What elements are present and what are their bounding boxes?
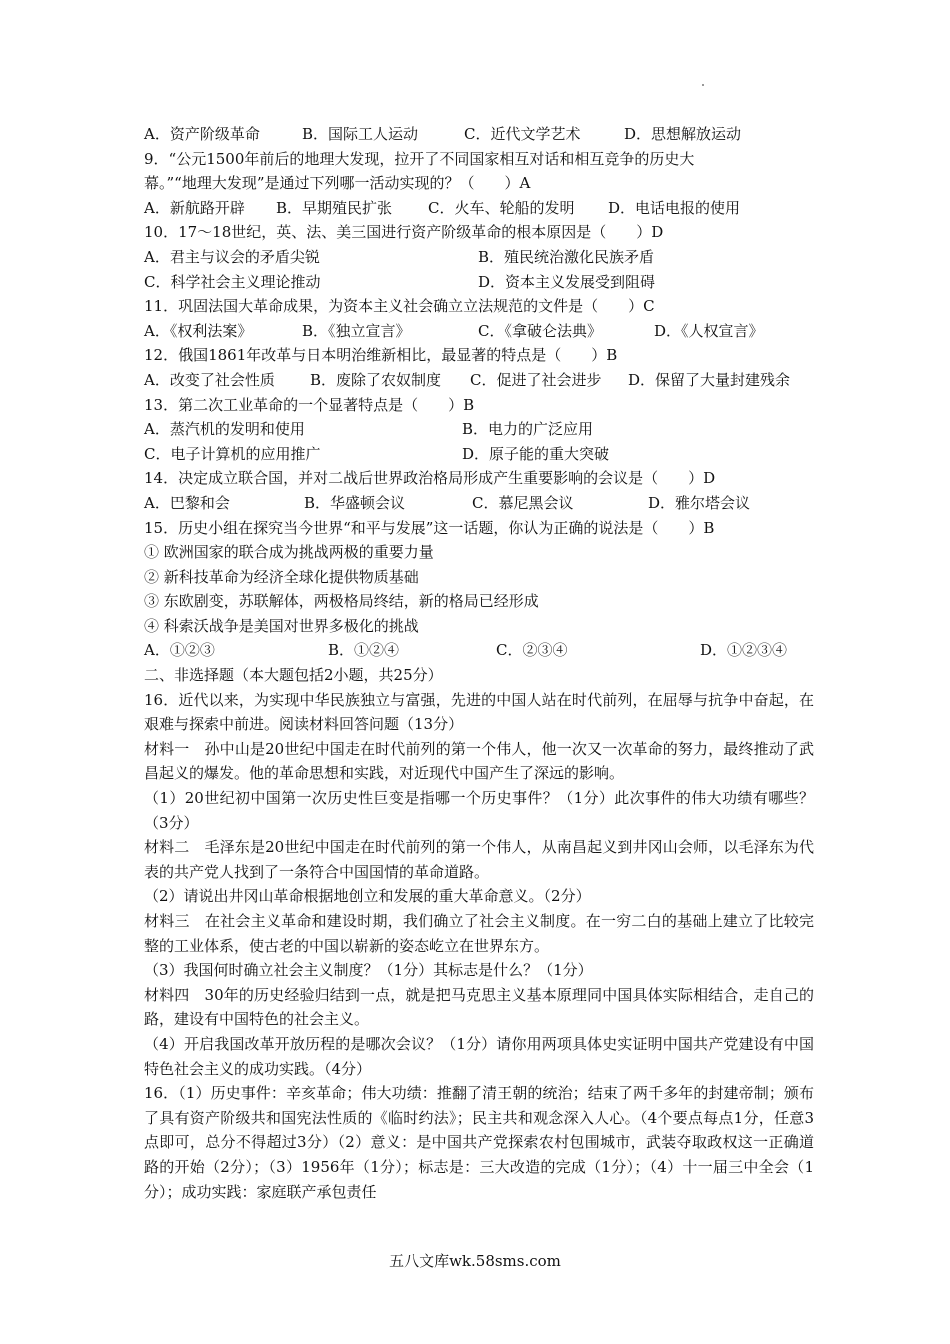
q15-item-1: ① 欧洲国家的联合成为挑战两极的重要力量 xyxy=(144,543,434,562)
q12-option-d: D．保留了大量封建残余 xyxy=(628,370,791,389)
q15-item-3: ③ 东欧剧变，苏联解体，两极格局终结，新的格局已经形成 xyxy=(144,592,539,611)
q13-option-a: A．蒸汽机的发明和使用 xyxy=(144,420,305,439)
q14-options xyxy=(144,491,814,516)
q11-option-c: C．《拿破仑法典》 xyxy=(478,321,602,340)
q9-option-d: D．电话电报的使用 xyxy=(608,198,741,217)
q13-stem: 13．第二次工业革命的一个显著特点是（ ）B xyxy=(144,395,475,414)
q14-option-a: A．巴黎和会 xyxy=(144,493,230,512)
q15-item-2: ② 新科技革命为经济全球化提供物质基础 xyxy=(144,567,419,586)
q15-option-c: C．②③④ xyxy=(496,641,568,660)
q9-options xyxy=(144,196,814,221)
q12-option-b: B．废除了农奴制度 xyxy=(310,370,442,389)
q9-option-b: B．早期殖民扩张 xyxy=(276,198,393,217)
q10-options-row2 xyxy=(144,270,814,295)
q16-material-2: 材料二 毛泽东是20世纪中国走在时代前列的第一个伟人，从南昌起义到井冈山会师，以毛泽东为代表的共产党人找到了一条符合中国国情的革命道路。 xyxy=(144,838,814,881)
q11-option-a: A．《权利法案》 xyxy=(144,321,253,340)
q14-option-b: B．华盛顿会议 xyxy=(304,493,406,512)
q8-options xyxy=(144,122,814,147)
q16-question-1: （1）20世纪初中国第一次历史性巨变是指哪一个历史事件？（1分）此次事件的伟大功绩有哪些？（3分） xyxy=(144,789,814,832)
scan-speck xyxy=(702,84,704,86)
footer-watermark: 五八文库wk.58sms.com xyxy=(389,1252,561,1270)
q13-option-d: D．原子能的重大突破 xyxy=(462,444,610,463)
q8-option-a: A．资产阶级革命 xyxy=(144,125,260,143)
q13-options-row2 xyxy=(144,442,814,467)
q9-stem-line2: 幕。”“地理大发现”是通过下列哪一活动实现的？（ ）A xyxy=(144,174,531,193)
q16-material-3: 材料三 在社会主义革命和建设时期，我们确立了社会主义制度。在一穷二白的基础上建立了比较完整的工业体系，使古老的中国以崭新的姿态屹立在世界东方。 xyxy=(144,912,814,955)
q8-option-c: C．近代文学艺术 xyxy=(464,125,581,143)
q15-option-a: A．①②③ xyxy=(144,641,215,660)
document-page xyxy=(144,122,814,1204)
q16-question-2: （2）请说出井冈山革命根据地创立和发展的重大革命意义。（2分） xyxy=(144,887,591,906)
q13-option-b: B．电力的广泛应用 xyxy=(462,420,594,439)
q9-option-a: A．新航路开辟 xyxy=(144,198,245,217)
q16-answer: 16．（1）历史事件：辛亥革命；伟大功绩：推翻了清王朝的统治；结束了两千多年的封建帝制；颁布了具有资产阶级共和国宪法性质的《临时约法》；民主共和观念深入人心。（4个要点每点1分，任意3点即可，总分不得超过3分）（2）意义：是中国共产党探索农村包围城市，武装夺取政权这一正确道路的开始（2分）；（3）1956年（1分）；标志是：三大改造的完成（1分）；（4）十一届三中全会（1分）；成功实践：家庭联产承包责任 xyxy=(144,1084,814,1201)
q12-option-c: C．促进了社会进步 xyxy=(470,370,602,389)
q9-option-c: C．火车、轮船的发明 xyxy=(428,198,575,217)
q13-options-row1 xyxy=(144,417,814,442)
q8-option-b: B．国际工人运动 xyxy=(302,125,419,143)
q12-stem: 12．俄国1861年改革与日本明治维新相比，最显著的特点是（ ）B xyxy=(144,346,618,365)
q14-option-c: C．慕尼黑会议 xyxy=(472,493,574,512)
q11-option-d: D．《人权宣言》 xyxy=(654,321,764,340)
q10-stem: 10．17～18世纪，英、法、美三国进行资产阶级革命的根本原因是（ ）D xyxy=(144,223,664,242)
q14-option-d: D．雅尔塔会议 xyxy=(648,493,751,512)
q13-option-c: C．电子计算机的应用推广 xyxy=(144,444,321,463)
q11-option-b: B．《独立宣言》 xyxy=(302,321,411,340)
q15-stem: 15．历史小组在探究当今世界“和平与发展”这一话题，你认为正确的说法是（ ）B xyxy=(144,518,715,537)
q12-option-a: A．改变了社会性质 xyxy=(144,370,275,389)
q15-option-b: B．①②④ xyxy=(328,641,400,660)
q8-option-d: D．思想解放运动 xyxy=(624,125,742,143)
q12-options xyxy=(144,368,814,393)
q16-question-4: （4）开启我国改革开放历程的是哪次会议？（1分）请你用两项具体史实证明中国共产党建设有中国特色社会主义的成功实践。（4分） xyxy=(144,1034,814,1078)
q16-material-1: 材料一 孙中山是20世纪中国走在时代前列的第一个伟人，他一次又一次革命的努力，最终推动了武昌起义的爆发。他的革命思想和实践，对近现代中国产生了深远的影响。 xyxy=(144,739,814,783)
q11-stem: 11．巩固法国大革命成果，为资本主义社会确立立法规范的文件是（ ）C xyxy=(144,297,655,316)
q10-option-d: D．资本主义发展受到阻碍 xyxy=(478,272,656,291)
q15-options xyxy=(144,638,814,663)
q10-options-row1 xyxy=(144,245,814,270)
q15-item-4: ④ 科索沃战争是美国对世界多极化的挑战 xyxy=(144,616,419,635)
q10-option-c: C．科学社会主义理论推动 xyxy=(144,272,321,291)
q16-material-4: 材料四 30年的历史经验归结到一点，就是把马克思主义基本原理同中国具体实际相结合，走自己的路，建设有中国特色的社会主义。 xyxy=(144,985,814,1029)
q16-intro: 16．近代以来，为实现中华民族独立与富强，先进的中国人站在时代前列，在屈辱与抗争中奋起，在艰难与探索中前进。阅读材料回答问题（13分） xyxy=(144,690,814,734)
q11-options xyxy=(144,319,814,344)
q16-question-3: （3）我国何时确立社会主义制度？（1分）其标志是什么？（1分） xyxy=(144,961,593,980)
q10-option-b: B．殖民统治激化民族矛盾 xyxy=(478,247,655,266)
section-2-heading: 二、非选择题（本大题包括2小题，共25分） xyxy=(144,666,443,685)
q9-stem-line1: 9．“公元1500年前后的地理大发现，拉开了不同国家相互对话和相互竞争的历史大 xyxy=(144,149,695,168)
q15-option-d: D．①②③④ xyxy=(700,641,788,660)
q10-option-a: A．君主与议会的矛盾尖锐 xyxy=(144,247,320,266)
q14-stem: 14．决定成立联合国，并对二战后世界政治格局形成产生重要影响的会议是（ ）D xyxy=(144,469,716,488)
